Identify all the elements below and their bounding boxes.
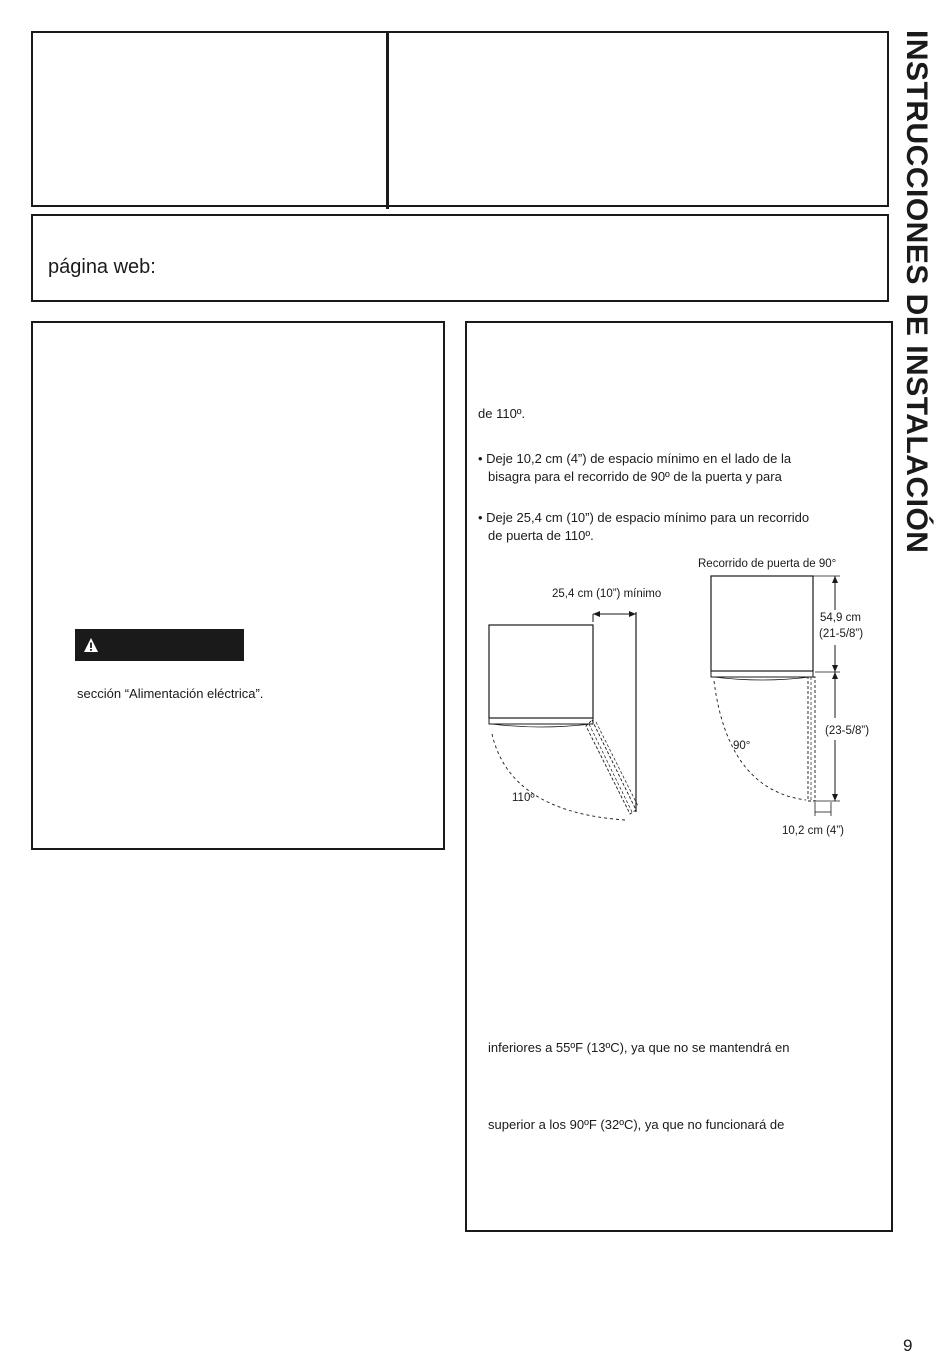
label-depth-cm: 54,9 cm	[820, 612, 861, 624]
door-clearance-diagram	[470, 550, 890, 837]
power-section-ref: sección “Alimentación eléctrica”.	[77, 686, 264, 701]
fridge-right-body	[711, 576, 813, 671]
clearance-text-1: de 110º.	[478, 406, 526, 421]
label-hinge-clearance: 10,2 cm (4”)	[782, 825, 844, 837]
website-box	[31, 214, 889, 302]
temperature-low-text: inferiores a 55ºF (13ºC), ya que no se mantendrá en	[488, 1040, 790, 1055]
left-panel	[31, 321, 445, 850]
label-door-travel: Recorrido de puerta de 90°	[698, 558, 837, 570]
page-number: 9	[903, 1336, 913, 1355]
fridge-left-door	[489, 718, 593, 724]
swing-arc-90	[714, 681, 806, 800]
top-divider	[386, 31, 389, 209]
fridge-left-open-door	[586, 720, 636, 814]
label-depth-in: (21-5/8”)	[819, 628, 864, 640]
website-label: página web:	[48, 256, 156, 278]
bullet-hinge-line1: • Deje 10,2 cm (4”) de espacio mínimo en el lado de la	[478, 451, 792, 466]
bullet-travel-line1: • Deje 25,4 cm (10”) de espacio mínimo para un recorrido	[478, 510, 810, 525]
label-min-clearance: 25,4 cm (10”) mínimo	[552, 588, 662, 600]
top-right-box	[386, 31, 889, 207]
bullet-travel-line2: de puerta de 110º.	[488, 528, 594, 543]
fridge-left-body	[489, 625, 593, 718]
side-section-title: INSTRUCCIONES DE INSTALACIÓN	[900, 30, 933, 554]
fridge-right-door	[711, 671, 813, 677]
swing-arc-110	[492, 734, 625, 820]
label-door-in: (23-5/8”)	[825, 725, 870, 737]
warning-banner	[75, 629, 244, 661]
warning-icon	[83, 637, 99, 653]
top-left-box	[31, 31, 389, 207]
label-angle-110: 110º	[512, 792, 535, 804]
temperature-high-text: superior a los 90ºF (32ºC), ya que no funcionará de	[488, 1117, 785, 1132]
fridge-right-open-door	[808, 677, 815, 801]
label-angle-90: 90°	[733, 740, 751, 752]
bullet-hinge-line2: bisagra para el recorrido de 90º de la puerta y para	[488, 469, 782, 484]
